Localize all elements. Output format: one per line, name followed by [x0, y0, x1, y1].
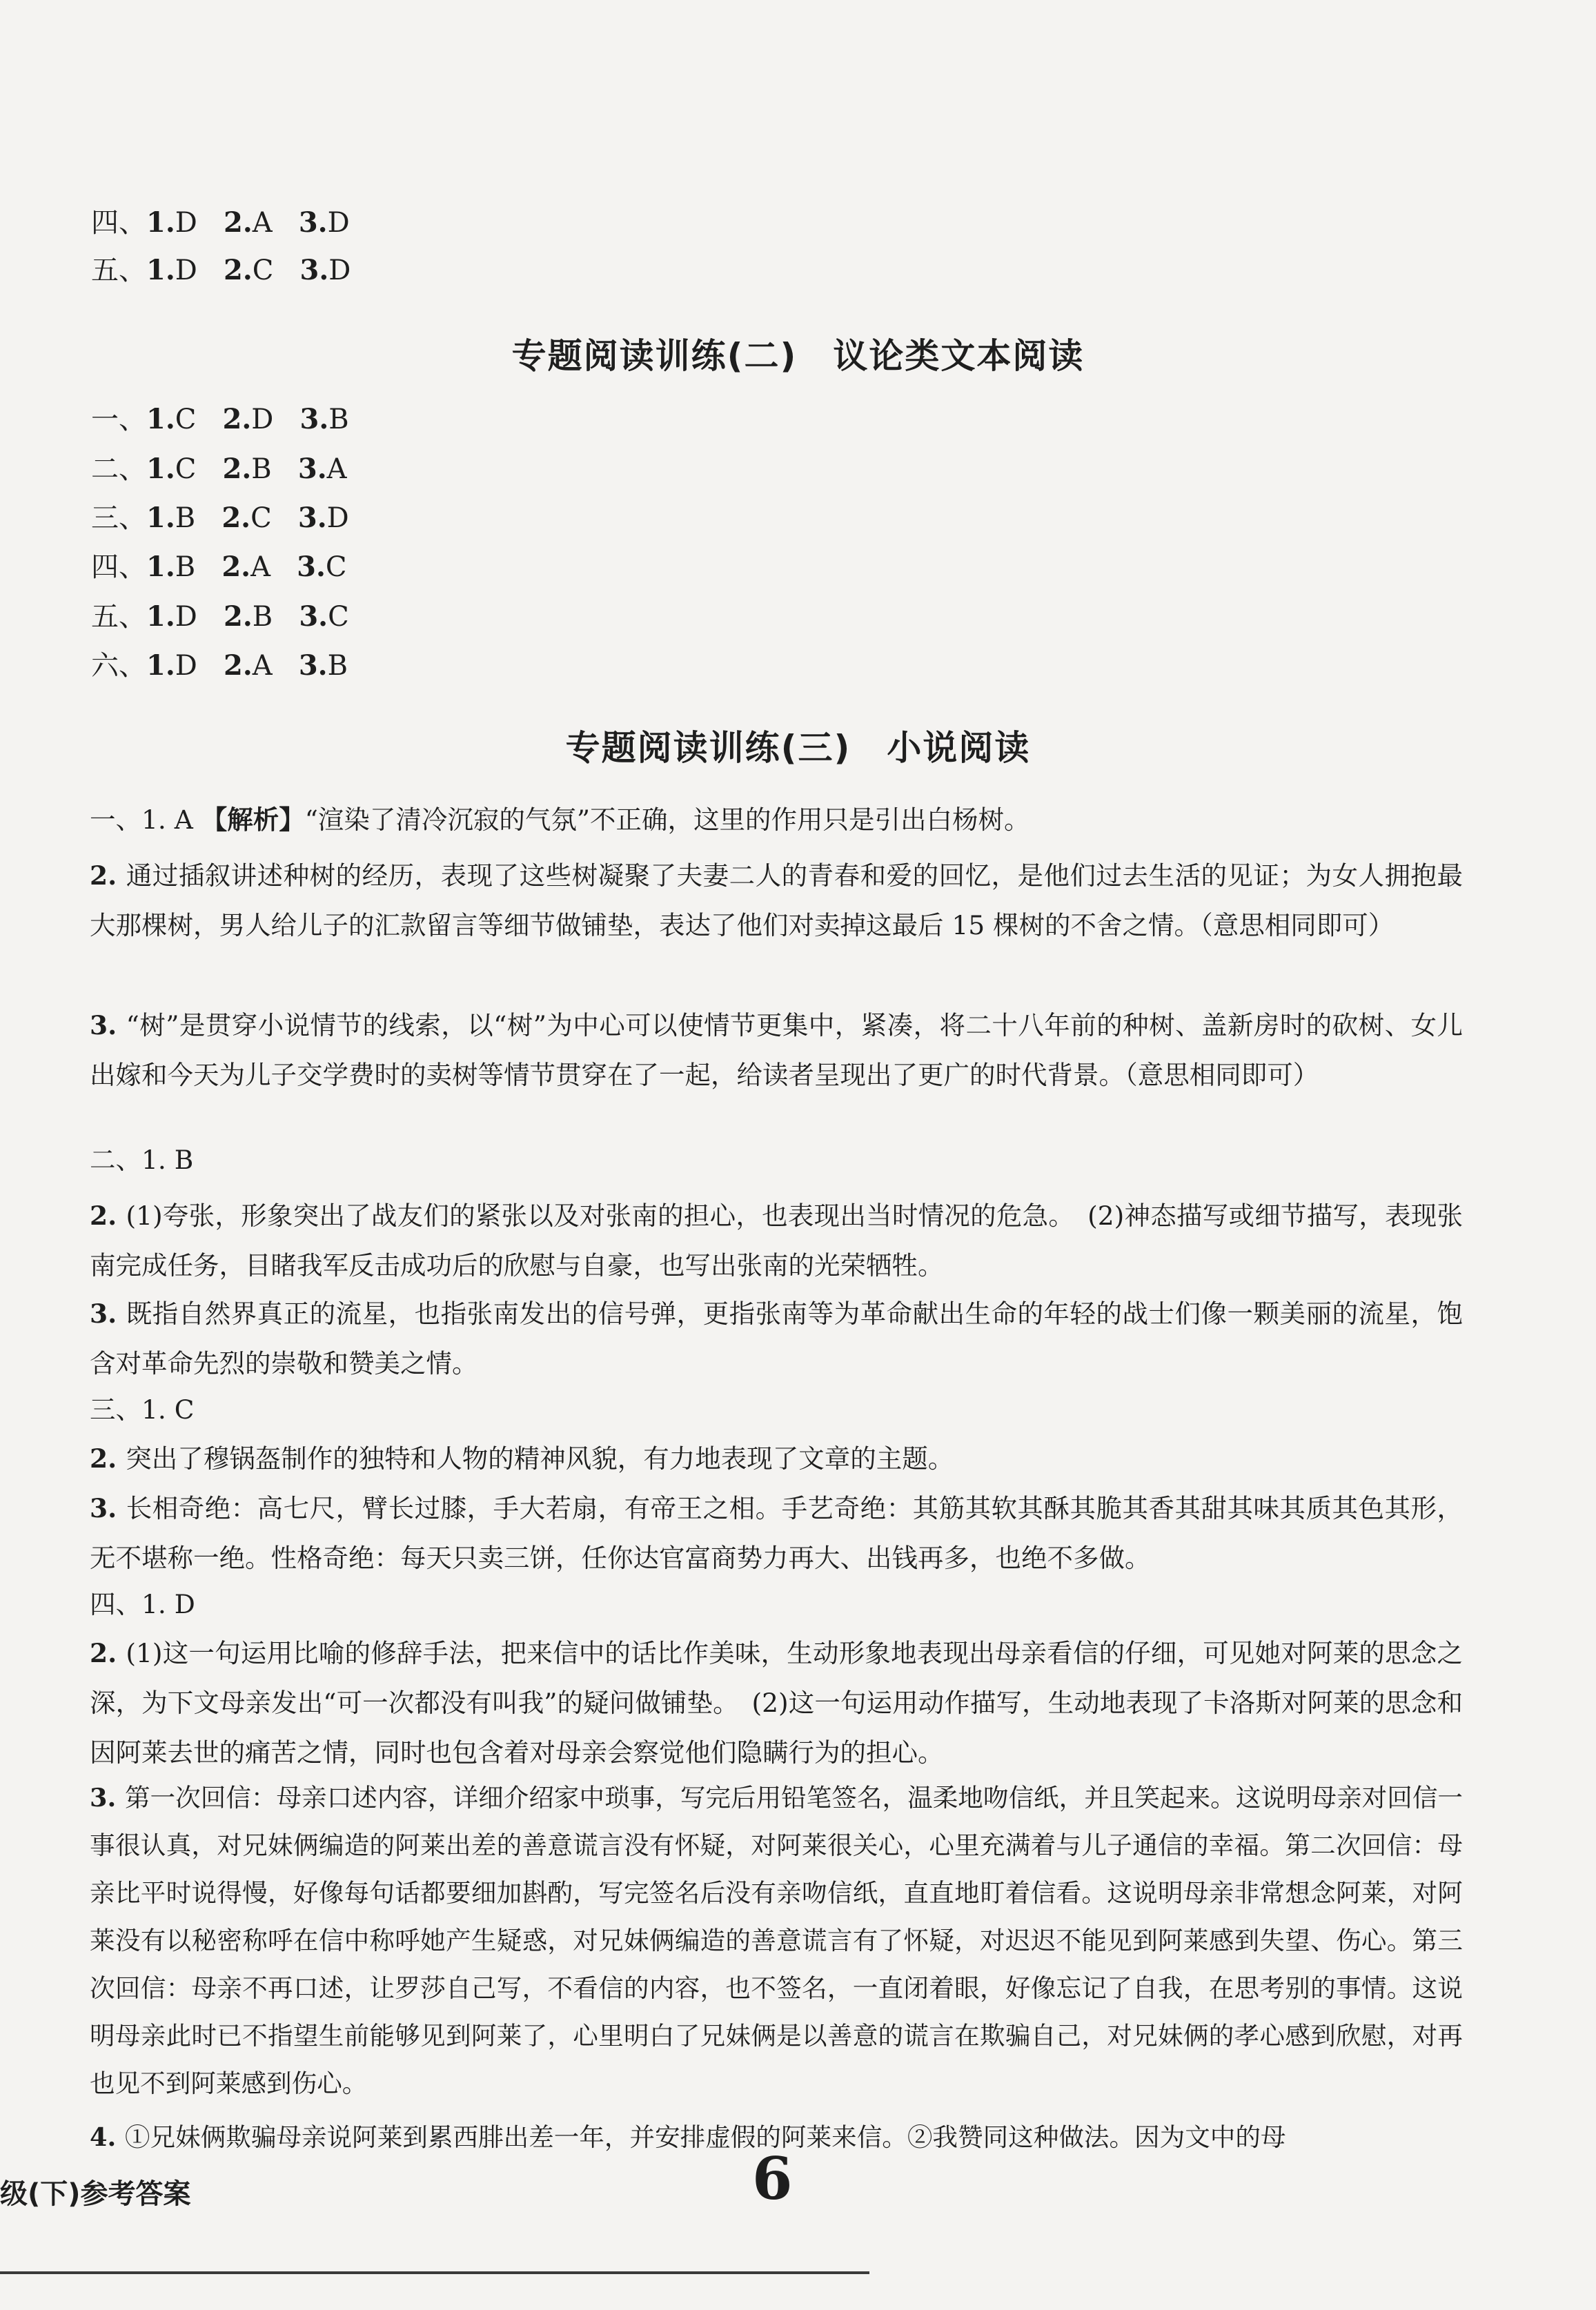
answer-paragraph: 2. 突出了穆锅盔制作的独特和人物的精神风貌，有力地表现了文章的主题。 [90, 1443, 954, 1474]
answer-paragraph: 3. 长相奇绝：高七尺，臂长过膝，手大若扇，有帝王之相。手艺奇绝：其筋其软其酥其脆其香其甜其味其质其色其形，无不堪称一绝。性格奇绝：每天只卖三饼，任你达官富商势力再大、出钱再多，也绝不多做。 [90, 1493, 1463, 1573]
answer-paragraph: 3. 既指自然界真正的流星，也指张南发出的信号弹，更指张南等为革命献出生命的年轻的战士们像一颗美丽的流星，饱含对革命先烈的崇敬和赞美之情。 [90, 1299, 1463, 1379]
answer-line: 二、1.C 2.B 3.A [91, 453, 347, 485]
answer-paragraph: 4. ①兄妹俩欺骗母亲说阿莱到累西腓出差一年，并安排虚假的阿莱来信。②我赞同这种做法。因为文中的母 [90, 2122, 1286, 2152]
footer-rule [0, 2271, 869, 2274]
section-title: 专题阅读训练(二) 议论类文本阅读 [511, 336, 1085, 376]
answer-line: 五、1.D 2.B 3.C [91, 600, 349, 633]
answer-line: 四、1.D 2.A 3.D [91, 206, 350, 239]
answer-paragraph: 3. “树”是贯穿小说情节的线索，以“树”为中心可以使情节更集中，紧凑，将二十八年前的种树、盖新房时的砍树、女儿出嫁和今天为儿子交学费时的卖树等情节贯穿在了一起，给读者呈现出了更广的时代背景。（意思相同即可） [90, 1010, 1463, 1090]
section-title: 专题阅读训练(三) 小说阅读 [565, 728, 1031, 768]
answer-paragraph: 2. (1)这一句运用比喻的修辞手法，把来信中的话比作美味，生动形象地表现出母亲看信的仔细，可见她对阿莱的思念之深，为下文母亲发出“可一次都没有叫我”的疑问做铺垫。 (2)这一句运用动作描写，生动地表现了卡洛斯对阿莱的思念和因阿莱去世的痛苦之情，同时也包含着对母亲会察觉他们隐瞒行为的担心。 [90, 1638, 1463, 1768]
analysis-tag: 【解析】 [201, 804, 305, 835]
answer-line: 五、1.D 2.C 3.D [91, 254, 351, 286]
answer-paragraph: 2. 通过插叙讲述种树的经历，表现了这些树凝聚了夫妻二人的青春和爱的回忆，是他们过去生活的见证；为女人拥抱最大那棵树，男人给儿子的汇款留言等细节做铺垫，表达了他们对卖掉这最后 15 棵树的不舍之情。（意思相同即可） [90, 860, 1463, 940]
answer-paragraph: 3. 第一次回信：母亲口述内容，详细介绍家中琐事，写完后用铅笔签名，温柔地吻信纸，并且笑起来。这说明母亲对回信一事很认真，对兄妹俩编造的阿莱出差的善意谎言没有怀疑，对阿莱很关心，心里充满着与儿子通信的幸福。第二次回信：母亲比平时说得慢，好像每句话都要细加斟酌，写完签名后没有亲吻信纸，直直地盯着信看。这说明母亲非常想念阿莱，对阿莱没有以秘密称呼在信中称呼她产生疑惑，对兄妹俩编造的善意谎言有了怀疑，对迟迟不能见到阿莱感到失望、伤心。第三次回信：母亲不再口述，让罗莎自己写，不看信的内容，也不签名，一直闭着眼，好像忘记了自我，在思考别的事情。这说明母亲此时已不指望生前能够见到阿莱了，心里明白了兄妹俩是以善意的谎言在欺骗自己，对兄妹俩的孝心感到欣慰，对再也见不到阿莱感到伤心。 [90, 1783, 1463, 2098]
answer-paragraph: 四、1. D [90, 1589, 195, 1619]
answer-line: 三、1.B 2.C 3.D [91, 502, 349, 534]
page-number: 6 [752, 2144, 793, 2213]
answer-line: 六、1.D 2.A 3.B [91, 649, 348, 682]
footer-label: 级(下)参考答案 [0, 2178, 191, 2210]
answer-line: 一、1.C 2.D 3.B [91, 403, 349, 435]
answer-paragraph: 一、1. A 【解析】“渲染了清冷沉寂的气氛”不正确，这里的作用只是引出白杨树。 [90, 804, 1030, 835]
answer-paragraph: 二、1. B [90, 1145, 194, 1175]
answer-paragraph: 三、1. C [90, 1394, 195, 1425]
answer-line: 四、1.B 2.A 3.C [91, 551, 347, 583]
answer-paragraph: 2. (1)夸张，形象突出了战友们的紧张以及对张南的担心，也表现出当时情况的危急。 (2)神态描写或细节描写，表现张南完成任务，目睹我军反击成功后的欣慰与自豪，也写出张南的光荣牺牲。 [90, 1201, 1463, 1281]
